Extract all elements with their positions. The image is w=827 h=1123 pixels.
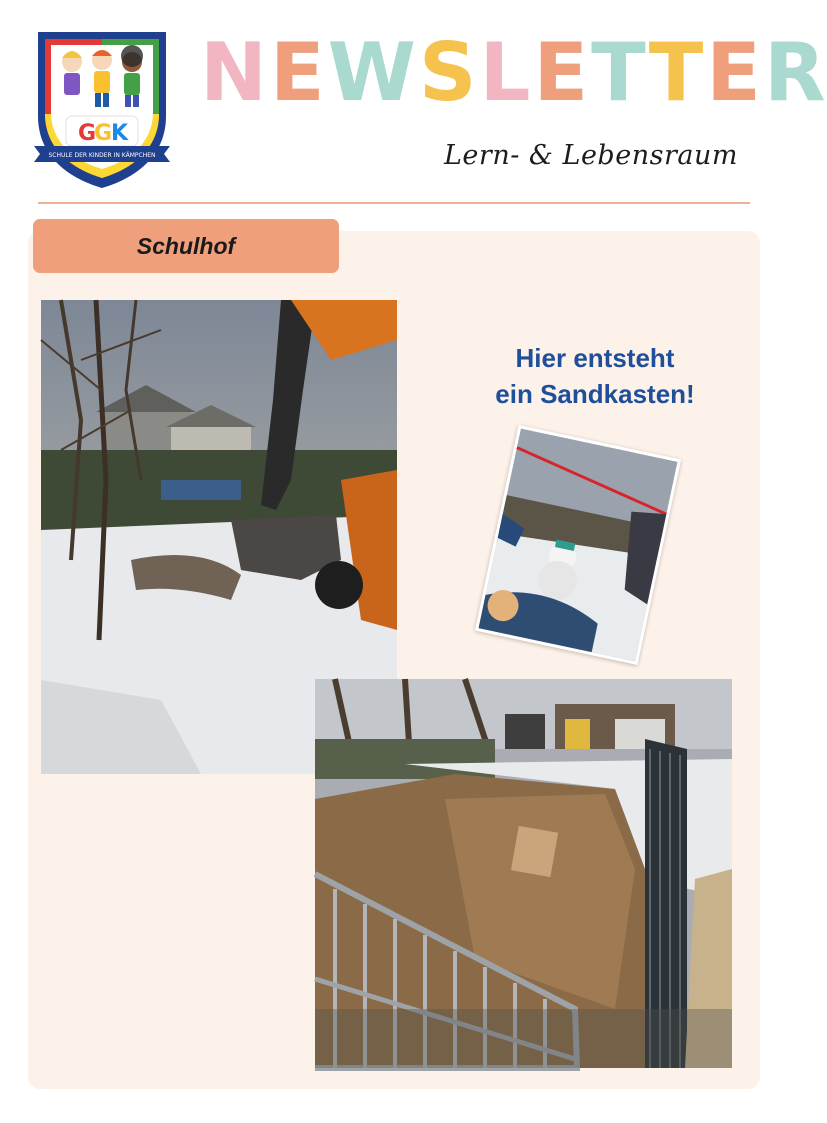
headline-line-1: Hier entsteht <box>515 343 675 373</box>
section-headline <box>470 340 720 412</box>
headline-line-2: ein Sandkasten! <box>495 379 695 409</box>
svg-text:G: G <box>78 121 97 146</box>
sandbox-pit-photo <box>315 679 732 1068</box>
svg-text:G: G <box>94 121 113 146</box>
title-letter: E <box>706 26 762 119</box>
title-letter: S <box>418 26 478 119</box>
newsletter-title <box>200 26 827 119</box>
svg-text:K: K <box>111 121 129 146</box>
title-letter: T <box>648 26 705 119</box>
tagline: Lern- & Lebensraum <box>444 140 738 171</box>
svg-text:SCHULE DER KINDER IN KÄMPCHEN: SCHULE DER KINDER IN KÄMPCHEN <box>48 152 156 159</box>
title-letter: E <box>269 26 326 119</box>
title-letter: R <box>763 26 827 119</box>
title-letter: W <box>327 26 417 119</box>
title-letter: N <box>200 26 268 119</box>
header-divider <box>38 202 750 204</box>
title-letter: E <box>533 26 590 119</box>
title-letter: T <box>591 26 647 119</box>
section-title: Schulhof <box>33 219 339 273</box>
title-letter: L <box>479 26 532 119</box>
school-logo <box>32 28 172 190</box>
